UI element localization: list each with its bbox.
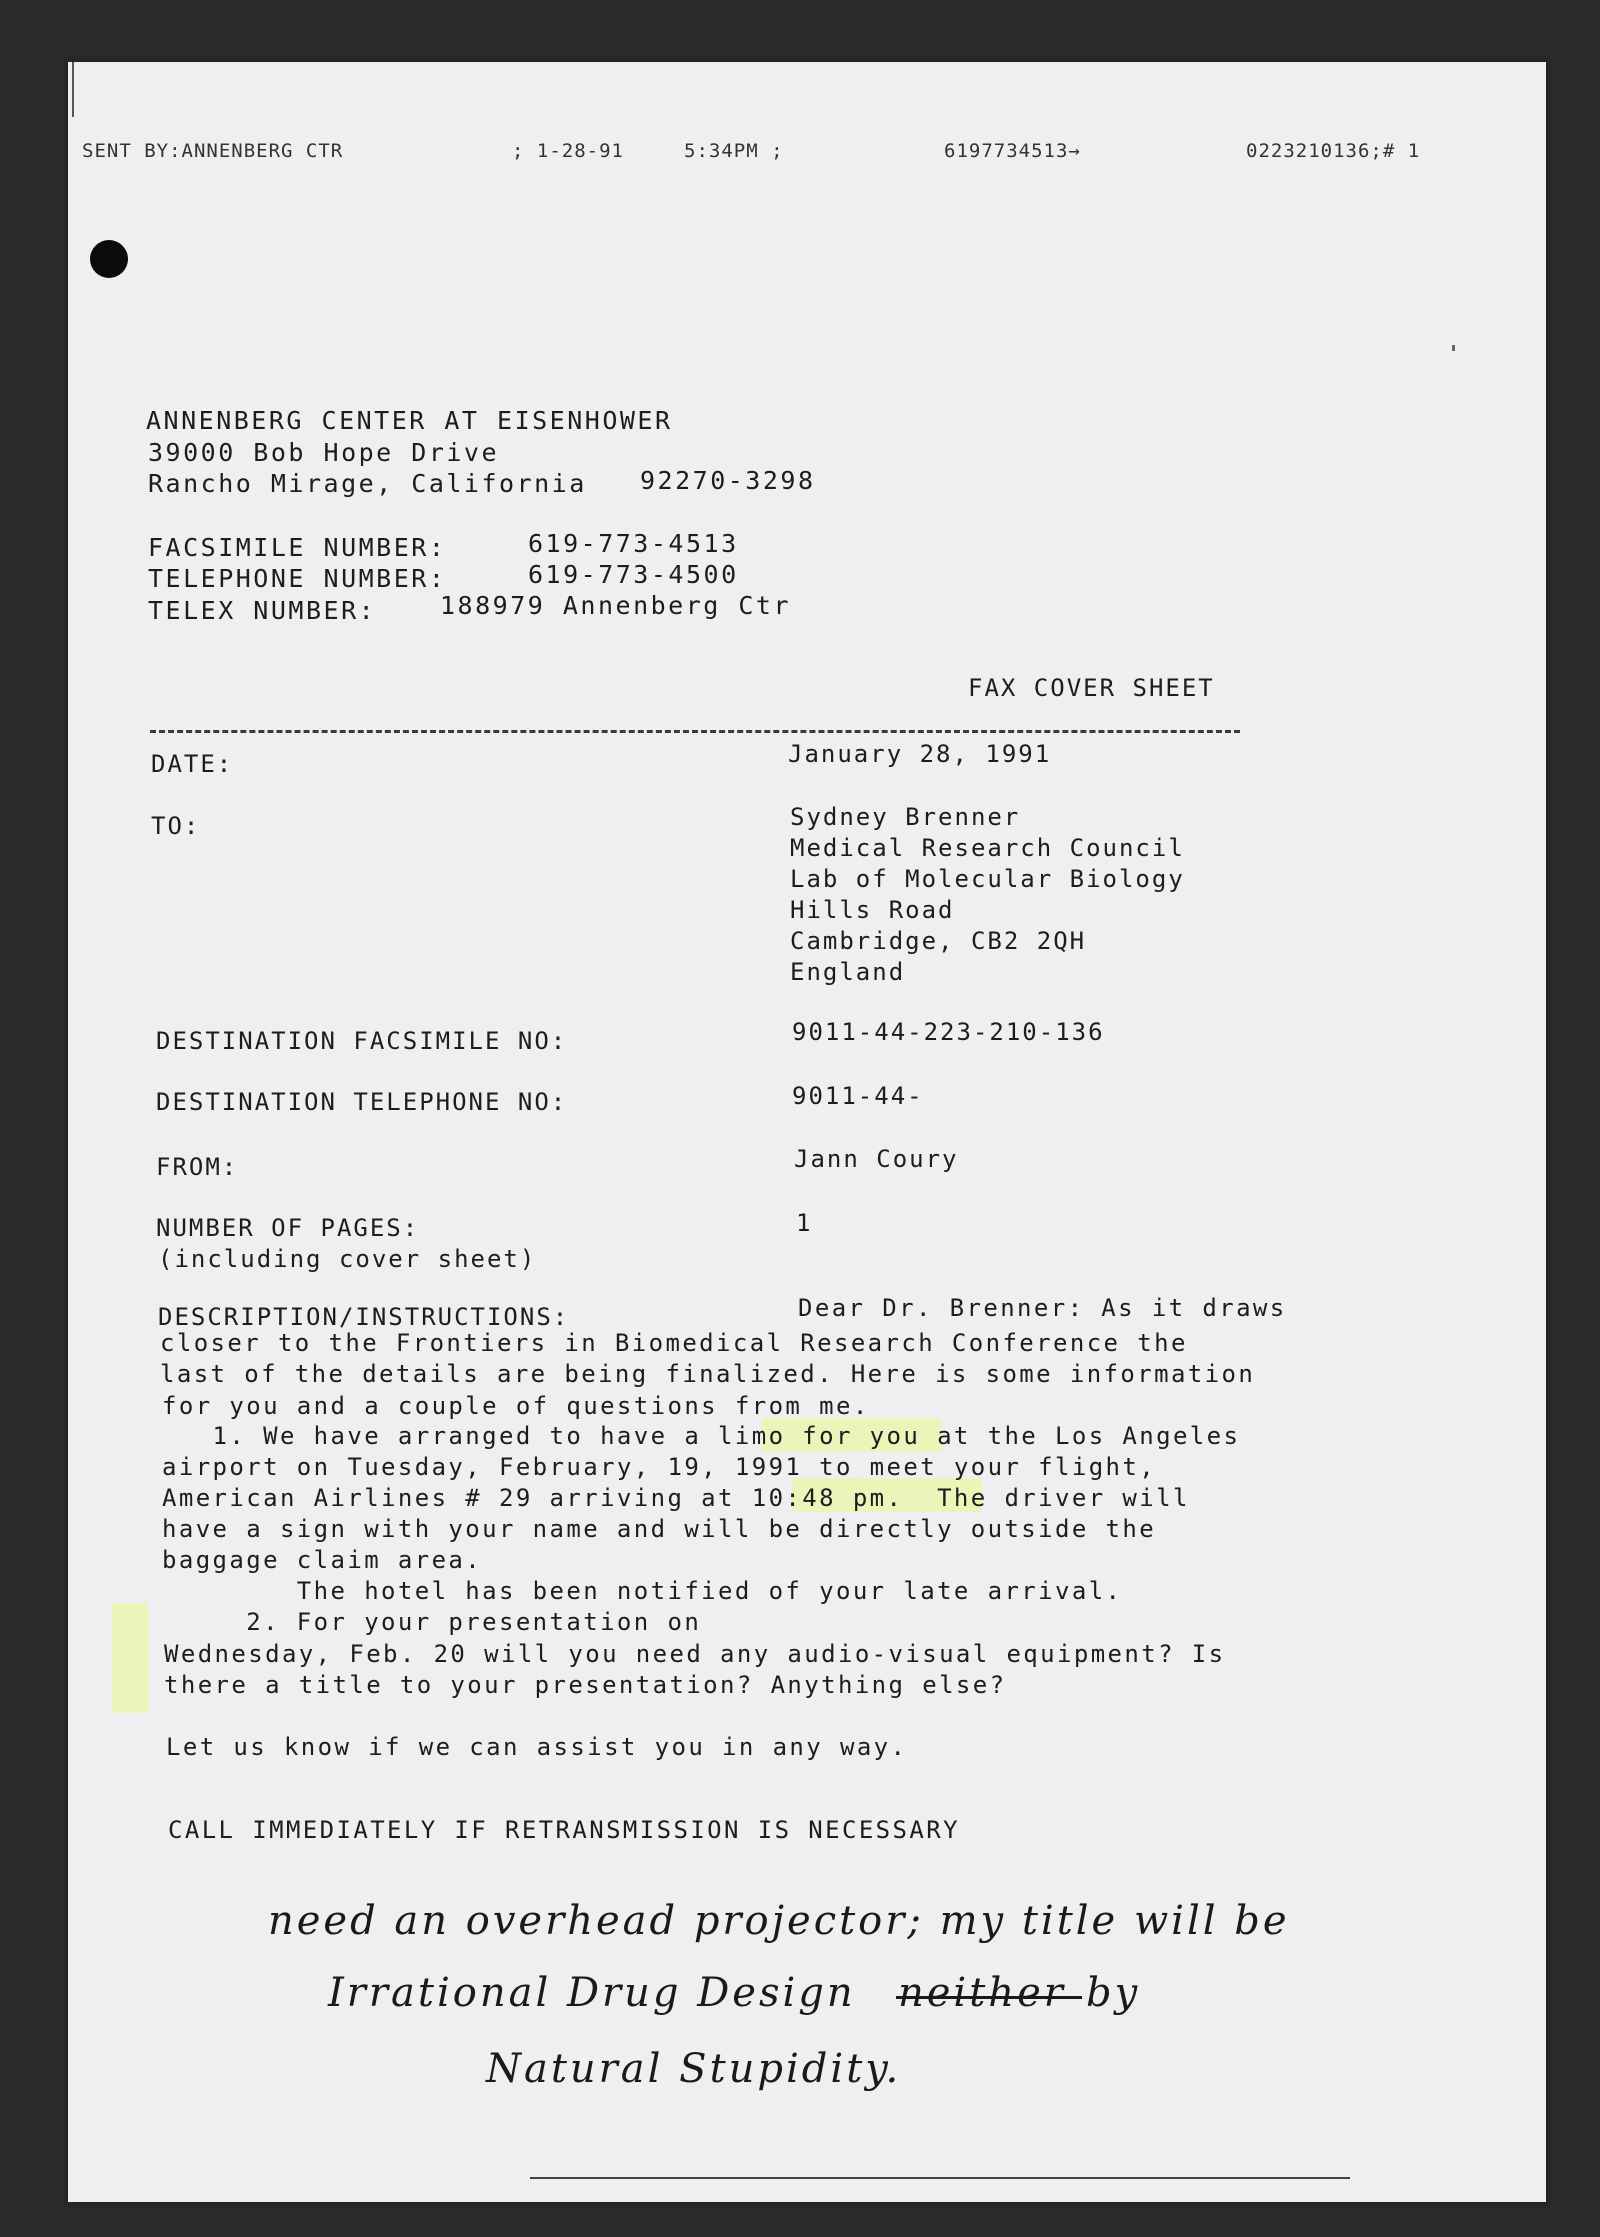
to-line: Hills Road — [790, 896, 955, 924]
fax-page-count: 0223210136;# 1 — [1246, 140, 1421, 162]
to-line: England — [790, 958, 906, 986]
message-line: 1. We have arranged to have a limo for you at the Los Angeles — [162, 1422, 1241, 1450]
destination-telephone-value: 9011-44- — [792, 1082, 924, 1110]
pages-label: NUMBER OF PAGES: — [156, 1214, 420, 1242]
date-value: January 28, 1991 — [788, 740, 1052, 768]
to-line: Lab of Molecular Biology — [790, 865, 1185, 893]
from-label: FROM: — [156, 1153, 239, 1181]
to-label: TO: — [151, 812, 201, 840]
message-line: Wednesday, Feb. 20 will you need any audio-visual equipment? Is — [164, 1640, 1226, 1668]
retransmission-notice: CALL IMMEDIATELY IF RETRANSMISSION IS NECESSARY — [168, 1816, 960, 1844]
message-line: Let us know if we can assist you in any way. — [166, 1733, 908, 1761]
stray-mark — [1452, 345, 1455, 351]
destination-fax-label: DESTINATION FACSIMILE NO: — [156, 1027, 568, 1055]
handwritten-note-line: Natural Stupidity. — [486, 2046, 902, 2092]
from-value: Jann Coury — [794, 1145, 959, 1173]
destination-fax-value: 9011-44-223-210-136 — [792, 1018, 1105, 1046]
to-line: Medical Research Council — [790, 834, 1185, 862]
page-edge-mark — [72, 62, 74, 117]
strikethrough-mark — [896, 1996, 1082, 1999]
pages-value: 1 — [796, 1209, 813, 1237]
handwritten-note-line: by — [1086, 1970, 1141, 2016]
handwritten-note-line: Irrational Drug Design — [328, 1970, 856, 2016]
to-line: Sydney Brenner — [790, 803, 1021, 831]
message-line: 2. For your presentation on — [162, 1608, 702, 1636]
sender-zip: 92270-3298 — [640, 466, 816, 495]
page-bottom-rule — [530, 2177, 1350, 2179]
fax-sent-by: SENT BY:ANNENBERG CTR — [82, 140, 344, 162]
facsimile-label: FACSIMILE NUMBER: — [148, 533, 447, 562]
message-line: American Airlines # 29 arriving at 10:48 pm. The driver will — [162, 1484, 1190, 1512]
highlight-margin — [112, 1603, 148, 1713]
telephone-label: TELEPHONE NUMBER: — [148, 564, 447, 593]
message-line: The hotel has been notified of your late arrival. — [162, 1577, 1123, 1605]
message-line: Dear Dr. Brenner: As it draws — [798, 1294, 1287, 1322]
telephone-number: 619-773-4500 — [528, 560, 739, 589]
dashed-divider — [150, 730, 1240, 733]
to-line: Cambridge, CB2 2QH — [790, 927, 1087, 955]
handwritten-struck-word: neither — [898, 1970, 1066, 2016]
fax-from-number: 6197734513→ — [944, 140, 1081, 162]
message-line: last of the details are being finalized. Here is some information — [160, 1360, 1256, 1388]
fax-date: ; 1-28-91 — [512, 140, 624, 162]
message-line: there a title to your presentation? Anything else? — [164, 1671, 1007, 1699]
facsimile-number: 619-773-4513 — [528, 529, 739, 558]
telex-label: TELEX NUMBER: — [148, 596, 377, 625]
sender-name: ANNENBERG CENTER AT EISENHOWER — [146, 406, 673, 435]
description-label: DESCRIPTION/INSTRUCTIONS: — [158, 1303, 570, 1331]
message-line: for you and a couple of questions from me. — [162, 1392, 870, 1420]
sender-street: 39000 Bob Hope Drive — [148, 438, 500, 467]
sender-city: Rancho Mirage, California — [148, 469, 587, 498]
fax-page — [68, 62, 1546, 2202]
message-line: airport on Tuesday, February, 19, 1991 to meet your flight, — [162, 1453, 1157, 1481]
fax-cover-title: FAX COVER SHEET — [968, 674, 1215, 702]
message-line: closer to the Frontiers in Biomedical Research Conference the — [160, 1329, 1188, 1357]
pages-subtext: (including cover sheet) — [158, 1245, 537, 1273]
date-label: DATE: — [151, 750, 234, 778]
handwritten-note-line: need an overhead projector; my title will be — [268, 1898, 1290, 1944]
telex-number: 188979 Annenberg Ctr — [440, 591, 792, 620]
fax-time: 5:34PM ; — [684, 140, 784, 162]
message-line: have a sign with your name and will be directly outside the — [162, 1515, 1157, 1543]
punch-hole — [90, 240, 128, 278]
destination-telephone-label: DESTINATION TELEPHONE NO: — [156, 1088, 568, 1116]
message-line: baggage claim area. — [162, 1546, 483, 1574]
